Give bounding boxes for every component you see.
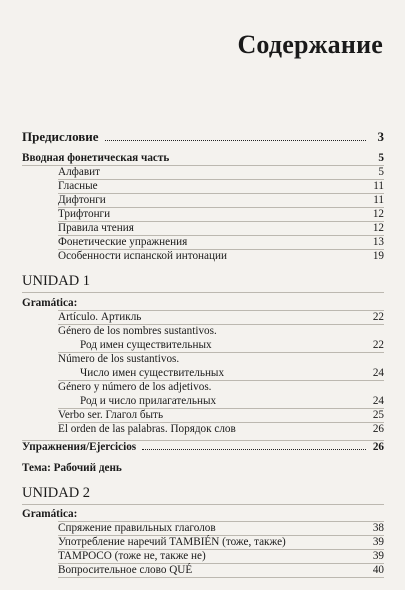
- toc-entry-title: Дифтонги: [58, 194, 106, 206]
- toc-entry: [58, 221, 384, 235]
- toc-page-number: 24: [372, 367, 384, 379]
- toc-page-number: 24: [372, 395, 384, 407]
- toc-page-number: 5: [378, 166, 384, 178]
- toc-entry-title: Число имен существительных: [80, 367, 225, 379]
- toc-entry: [58, 563, 384, 577]
- toc-entry-title: Правила чтения: [58, 222, 134, 234]
- section-title: Gramática:: [22, 508, 78, 520]
- toc-page-number: 3: [377, 129, 384, 144]
- toc-page-number: 13: [372, 236, 384, 248]
- toc-entry: [58, 521, 384, 535]
- toc-entry-title: Вводная фонетическая часть: [22, 152, 170, 164]
- toc-page-number: 38: [372, 522, 384, 534]
- toc-entry-title: Número de los sustantivos.: [58, 353, 180, 365]
- toc-entry-title: Тема: Рабочий день: [22, 462, 122, 474]
- toc-entry-title: Род имен существительных: [80, 339, 212, 351]
- toc-entry: [58, 549, 384, 563]
- toc-page-number: 12: [372, 222, 384, 234]
- toc-entry: [58, 249, 384, 263]
- toc-entry-title: Artículo. Артикль: [58, 311, 142, 323]
- toc-entry: [58, 193, 384, 207]
- toc-entry-preface: [22, 130, 384, 144]
- toc-entry: [58, 207, 384, 221]
- dot-leader: [142, 449, 366, 450]
- toc-page-number: 26: [372, 441, 384, 453]
- toc-page-number: 22: [372, 339, 384, 351]
- section-heading: [22, 507, 384, 521]
- unit-heading: [22, 274, 384, 288]
- unit-heading: [22, 486, 384, 500]
- toc-page-number: 26: [372, 423, 384, 435]
- page-title: Содержание: [237, 30, 383, 59]
- toc-entry-title: Предисловие: [22, 129, 99, 144]
- toc-entry-title: Género y número de los adjetivos.: [58, 381, 212, 393]
- toc-page-number: 19: [372, 250, 384, 262]
- toc-entry-title: Трифтонги: [58, 208, 111, 220]
- toc-entry: [80, 338, 384, 352]
- toc-entry: [58, 324, 384, 338]
- toc-entry-title: Упражнения/Ejercicios: [22, 441, 137, 453]
- toc-entry-title: Спряжение правильных глаголов: [58, 522, 216, 534]
- toc-entry-title: Род и число прилагательных: [80, 395, 217, 407]
- toc-entry: [58, 380, 384, 394]
- toc-entry: [58, 179, 384, 193]
- toc-entry: [58, 408, 384, 422]
- toc-entry: [58, 352, 384, 366]
- toc-entry: [58, 422, 384, 436]
- toc-page-number: 5: [378, 152, 384, 164]
- toc-entry-topic: [22, 461, 384, 475]
- toc-entry: [58, 310, 384, 324]
- toc-entry-title: Алфавит: [58, 166, 101, 178]
- toc-entry-title: Гласные: [58, 180, 98, 192]
- toc-entry: [58, 165, 384, 179]
- divider: [58, 577, 384, 578]
- section-title: Gramática:: [22, 297, 78, 309]
- toc-entry-title: Особенности испанской интонации: [58, 250, 227, 262]
- section-heading: [22, 296, 384, 310]
- toc-entry-exercises: [22, 440, 384, 454]
- toc-page-number: 11: [373, 194, 384, 206]
- toc-entry: [80, 394, 384, 408]
- dot-leader: [105, 140, 366, 141]
- toc-page-number: 12: [372, 208, 384, 220]
- toc-entry-title: TAMPOCO (тоже не, также не): [58, 550, 206, 562]
- divider: [22, 504, 384, 505]
- toc-entry-title: Фонетические упражнения: [58, 236, 188, 248]
- toc-entry: [58, 235, 384, 249]
- toc-entry-title: Употребление наречий TAMBIÉN (тоже, также): [58, 536, 286, 548]
- toc-entry-title: Вопросительное слово QUÉ: [58, 564, 193, 576]
- toc-page-number: 39: [372, 550, 384, 562]
- divider: [22, 292, 384, 293]
- toc-entry: [58, 535, 384, 549]
- toc-page-number: 39: [372, 536, 384, 548]
- unit-title: UNIDAD 2: [22, 485, 91, 501]
- toc-page-number: 22: [372, 311, 384, 323]
- toc-entry-title: Género de los nombres sustantivos.: [58, 325, 217, 337]
- toc-entry-title: Verbo ser. Глагол быть: [58, 409, 164, 421]
- toc-entry-title: El orden de las palabras. Порядок слов: [58, 423, 236, 435]
- toc-entry: [80, 366, 384, 380]
- unit-title: UNIDAD 1: [22, 273, 91, 289]
- toc-page-number: 40: [372, 564, 384, 576]
- toc-entry-intro-phonetics: [22, 151, 384, 165]
- toc-page-number: 11: [373, 180, 384, 192]
- toc-page-number: 25: [372, 409, 384, 421]
